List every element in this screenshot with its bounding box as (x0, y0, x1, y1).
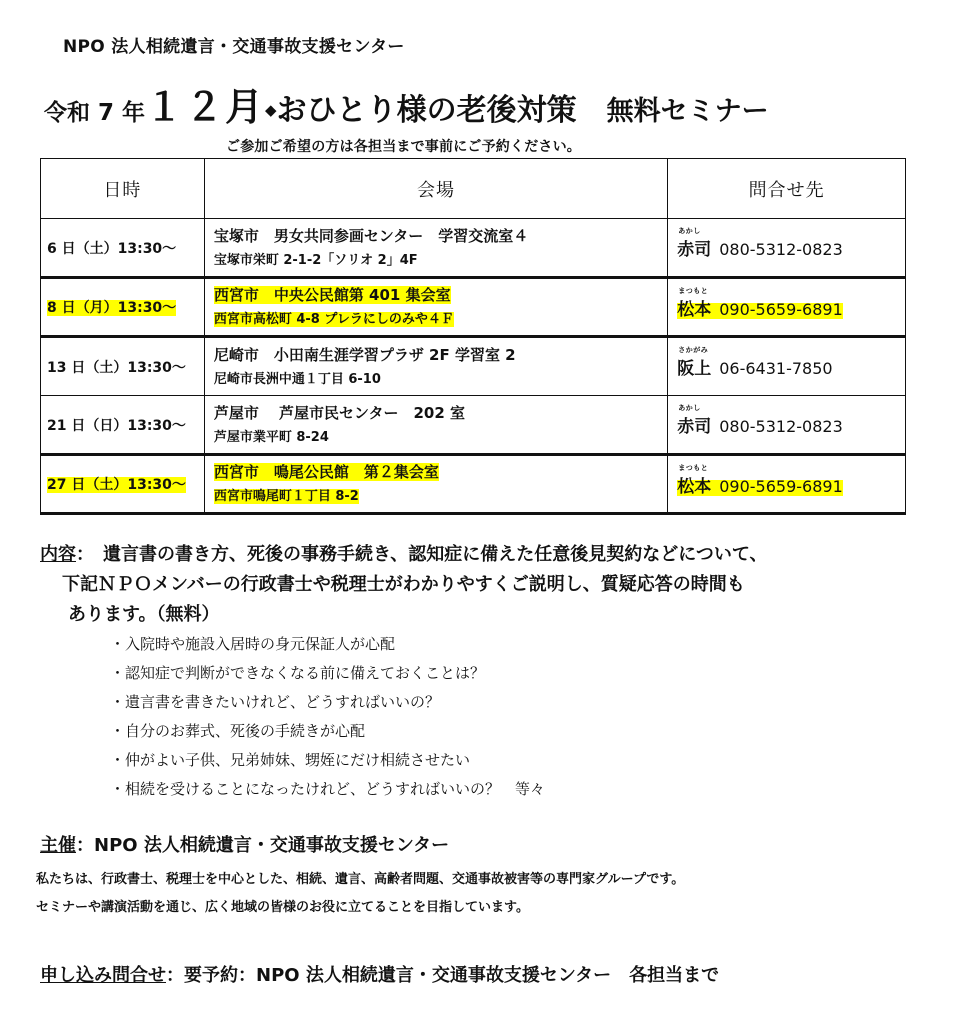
list-item: ・入院時や施設入居時の身元保証人が心配 (110, 635, 396, 653)
row-contact (668, 455, 906, 514)
contact-ruby: あかし (678, 227, 701, 235)
apply-label: 申し込み問合せ (40, 965, 166, 986)
venue-name: 西宮市 中央公民館第 401 集会室 (213, 286, 451, 304)
header-venue: 会場 (204, 159, 667, 219)
contact-ruby: まつもと (678, 286, 709, 295)
page-title (44, 76, 769, 131)
schedule-table (40, 158, 906, 515)
list-item: ・遺言書を書きたいけれど、どうすればいいの？ (110, 693, 441, 711)
list-item: ・仲がよい子供、兄弟姉妹、甥姪にだけ相続させたい (110, 751, 471, 769)
row-date: 13 日（土）13:30～ (41, 337, 205, 396)
row-contact (668, 219, 906, 278)
contact-phone: 080-5312-0823 (719, 240, 843, 259)
table-row (41, 455, 906, 514)
table-row (41, 396, 906, 455)
row-date: 27 日（土）13:30～ (41, 455, 205, 514)
header-contact: 問合せ先 (668, 159, 906, 219)
header-datetime: 日時 (41, 159, 205, 219)
diamond-icon: ◆ (265, 101, 277, 119)
row-date: 21 日（日）13:30～ (41, 396, 205, 455)
row-venue (204, 396, 667, 455)
row-contact (668, 396, 906, 455)
contact-phone: 090-5659-6891 (719, 299, 843, 319)
row-date: 6 日（土）13:30～ (41, 219, 205, 278)
contact-name: まつもと 松本 (677, 286, 712, 320)
host-label: 主催 (40, 835, 76, 856)
list-item: ・認知症で判断ができなくなる前に備えておくことは？ (110, 664, 486, 682)
list-item: ・相続を受けることになったけれど、どうすればいいの？ 等々 (110, 780, 546, 798)
row-date: 8 日（月）13:30～ (41, 278, 205, 337)
title-month: １２月 (145, 85, 266, 129)
description-line: 私たちは、行政書士、税理士を中心とした、相続、遺言、高齢者問題、交通事故被害等の専門家グループです。 (36, 872, 685, 887)
contact-name: あかし 赤司 (677, 404, 712, 437)
host-text: ：NPO 法人相続遺言・交通事故支援センター (76, 835, 450, 856)
title-era: 令和 7 年 (44, 100, 146, 126)
list-item: ・自分のお葬式、死後の手続きが心配 (110, 722, 366, 740)
concern-list (110, 630, 545, 804)
venue-name: 芦屋市 芦屋市民センター 202 室 (213, 403, 465, 422)
apply-text: ：要予約：NPO 法人相続遺言・交通事故支援センター 各担当まで (166, 965, 720, 986)
organization-name: NPO 法人相続遺言・交通事故支援センター (63, 37, 405, 57)
contact-ruby: さかがみ (678, 346, 709, 354)
contact-name: まつもと 松本 (677, 463, 712, 497)
row-contact (668, 278, 906, 337)
venue-address: 西宮市高松町 4-8 プレラにしのみや４Ｆ (213, 312, 454, 327)
table-header-row (41, 159, 906, 219)
application-line (40, 961, 719, 987)
contact-phone: 090-5659-6891 (719, 476, 843, 496)
table-row (41, 219, 906, 278)
row-contact (668, 337, 906, 396)
contact-name: さかがみ 阪上 (677, 346, 712, 379)
venue-address: 尼崎市長洲中通１丁目 6-10 (213, 371, 381, 387)
contact-ruby: まつもと (678, 463, 709, 472)
venue-address: 芦屋市業平町 8-24 (213, 429, 329, 445)
content-line-3: あります。（無料） (68, 604, 220, 625)
row-venue (204, 219, 667, 278)
contact-phone: 080-5312-0823 (719, 417, 843, 436)
host-line (40, 831, 449, 857)
venue-name: 西宮市 鳴尾公民館 第２集会室 (213, 463, 439, 481)
row-venue (204, 337, 667, 396)
venue-address: 西宮市鳴尾町１丁目 8-2 (213, 489, 359, 504)
content-section (40, 540, 920, 630)
contact-phone: 06-6431-7850 (719, 359, 833, 378)
title-topic: おひとり様の老後対策 (276, 93, 577, 128)
reservation-note: ご参加ご希望の方は各担当まで事前にご予約ください。 (226, 139, 581, 155)
venue-name: 宝塚市 男女共同参画センター 学習交流室４ (213, 226, 529, 245)
row-venue (204, 455, 667, 514)
table-row (41, 337, 906, 396)
content-line-1: 内容： 遺言書の書き方、死後の事務手続き、認知症に備えた任意後見契約などについて、 (40, 544, 768, 565)
organization-description (36, 866, 684, 922)
contact-name: あかし 赤司 (677, 227, 712, 260)
table-row (41, 278, 906, 337)
title-free-seminar: 無料セミナー (606, 96, 769, 127)
content-line-2: 下記ＮＰＯメンバーの行政書士や税理士がわかりやすくご説明し、質疑応答の時間も (62, 574, 745, 595)
venue-name: 尼崎市 小田南生涯学習プラザ 2F 学習室 2 (213, 345, 516, 364)
content-label: 内容 (40, 544, 76, 565)
row-venue (204, 278, 667, 337)
venue-address: 宝塚市栄町 2-1-2「ソリオ 2」4F (213, 252, 418, 268)
description-line: セミナーや講演活動を通じ、広く地域の皆様のお役に立てることを目指しています。 (36, 900, 529, 915)
contact-ruby: あかし (678, 404, 701, 412)
